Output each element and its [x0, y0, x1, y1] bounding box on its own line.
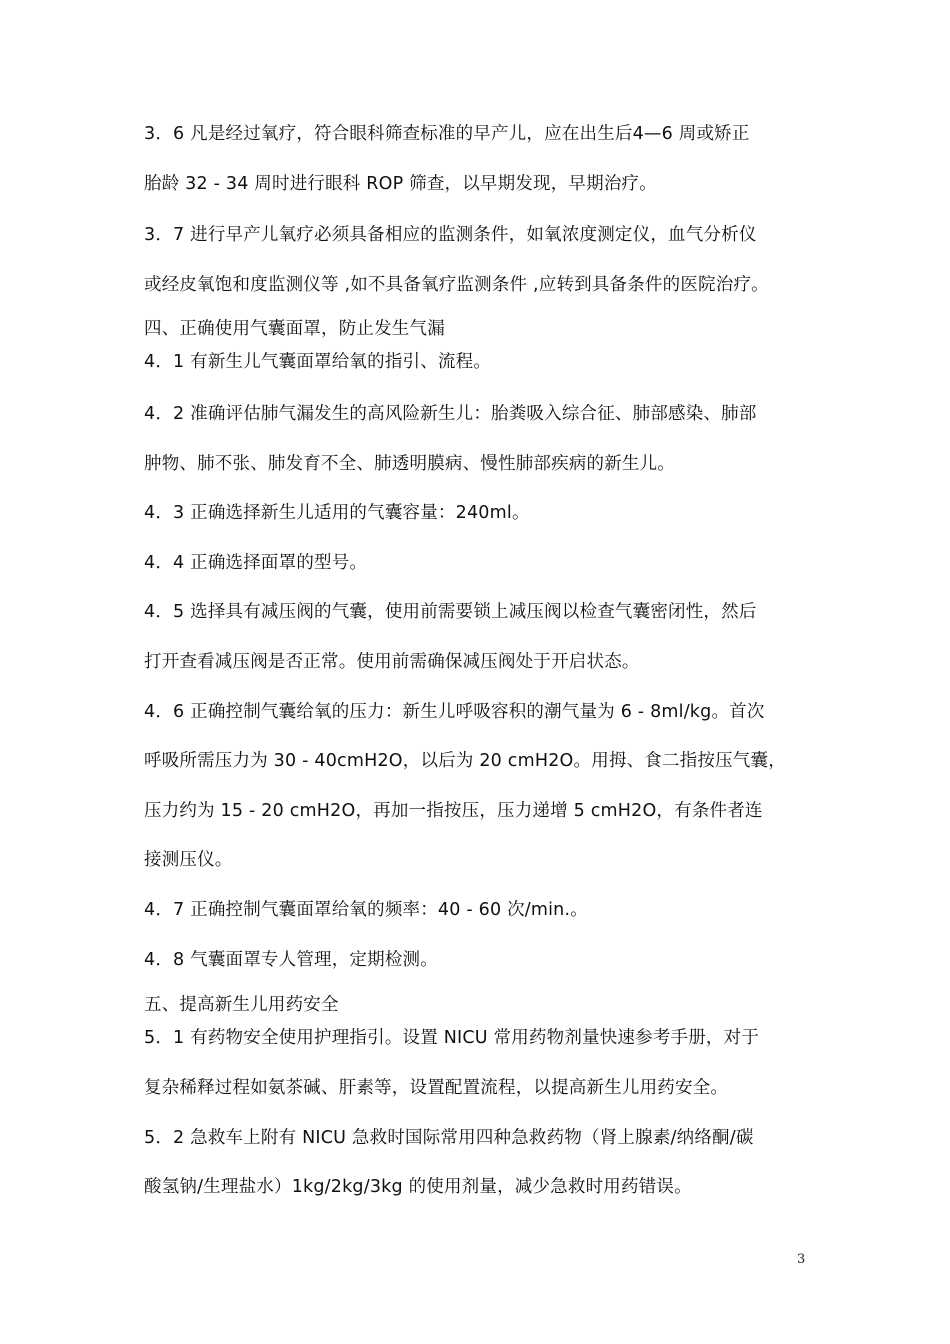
paragraph-line: 打开查看减压阀是否正常。使用前需确保减压阀处于开启状态。	[144, 652, 640, 672]
paragraph-line: 3．6 凡是经过氧疗，符合眼科筛查标准的早产儿，应在出生后4—6 周或矫正	[144, 124, 750, 144]
paragraph-line: 4．3 正确选择新生儿适用的气囊容量：240ml。	[144, 503, 530, 523]
paragraph-line: 胎龄 32 - 34 周时进行眼科 ROP 筛查，以早期发现，早期治疗。	[144, 174, 657, 194]
paragraph-line: 肿物、肺不张、肺发育不全、肺透明膜病、慢性肺部疾病的新生儿。	[144, 454, 675, 474]
paragraph-line: 4．5 选择具有减压阀的气囊，使用前需要锁上减压阀以检查气囊密闭性，然后	[144, 602, 757, 622]
section-heading: 四、正确使用气囊面罩，防止发生气漏	[144, 319, 445, 339]
paragraph-line: 4．8 气囊面罩专人管理，定期检测。	[144, 950, 438, 970]
paragraph-line: 4．2 准确评估肺气漏发生的高风险新生儿：胎粪吸入综合征、肺部感染、肺部	[144, 404, 757, 424]
paragraph-line: 5．1 有药物安全使用护理指引。设置 NICU 常用药物剂量快速参考手册，对于	[144, 1028, 760, 1048]
paragraph-line: 4．7 正确控制气囊面罩给氧的频率：40 - 60 次/min.。	[144, 900, 588, 920]
paragraph-line: 4．4 正确选择面罩的型号。	[144, 553, 368, 573]
paragraph-line: 接测压仪。	[144, 850, 233, 870]
paragraph-line: 4．6 正确控制气囊给氧的压力：新生儿呼吸容积的潮气量为 6 - 8ml/kg。首次	[144, 702, 765, 722]
paragraph-line: 3．7 进行早产儿氧疗必须具备相应的监测条件，如氧浓度测定仪，血气分析仪	[144, 225, 757, 245]
paragraph-line: 或经皮氧饱和度监测仪等 ,如不具备氧疗监测条件 ,应转到具备条件的医院治疗。	[144, 275, 769, 295]
page-number: 3	[797, 1252, 806, 1267]
paragraph-line: 4．1 有新生儿气囊面罩给氧的指引、流程。	[144, 352, 492, 372]
section-heading: 五、提高新生儿用药安全	[144, 995, 339, 1015]
paragraph-line: 呼吸所需压力为 30 - 40cmH2O，以后为 20 cmH2O。用拇、食二指按压气囊，	[144, 751, 786, 771]
paragraph-line: 压力约为 15 - 20 cmH2O，再加一指按压，压力递增 5 cmH2O，有条件者连	[144, 801, 763, 821]
paragraph-line: 5．2 急救车上附有 NICU 急救时国际常用四种急救药物（肾上腺素/纳络酮/碳	[144, 1128, 754, 1148]
paragraph-line: 酸氢钠/生理盐水）1kg/2kg/3kg 的使用剂量，减少急救时用药错误。	[144, 1177, 692, 1197]
paragraph-line: 复杂稀释过程如氨茶碱、肝素等，设置配置流程，以提高新生儿用药安全。	[144, 1078, 729, 1098]
